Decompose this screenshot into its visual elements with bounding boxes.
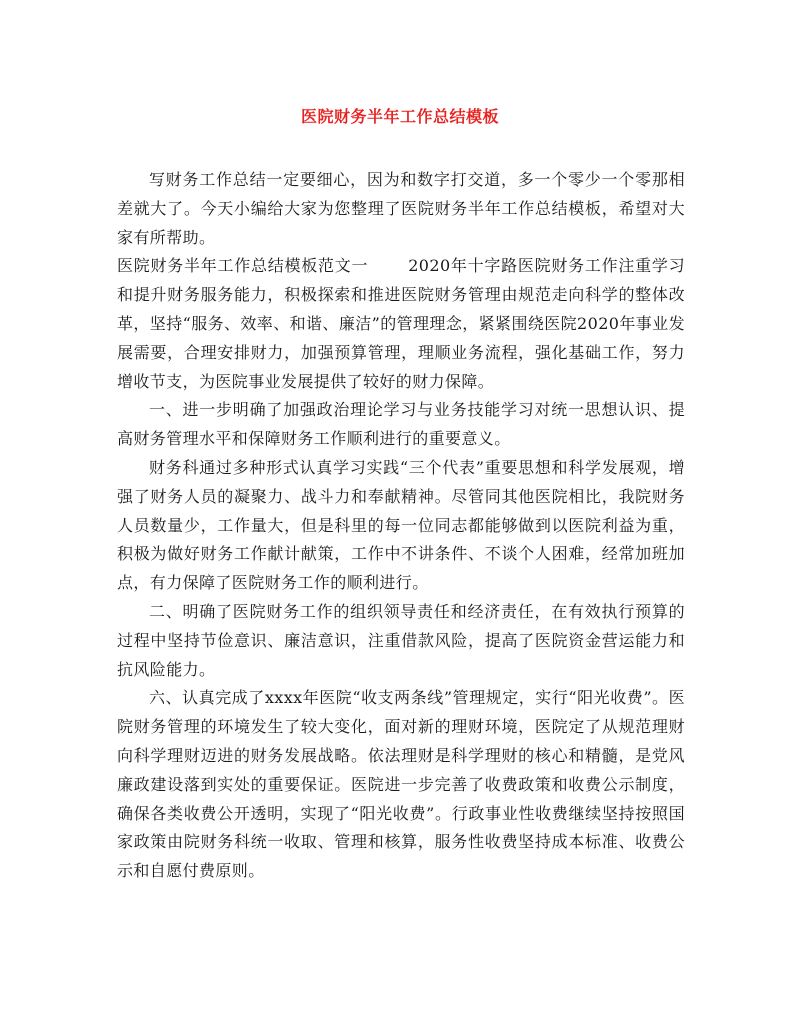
point-two-paragraph: 二、明确了医院财务工作的组织领导责任和经济责任，在有效执行预算的过程中坚持节俭意识、廉洁意识，注重借款风险，提高了医院资金营运能力和抗风险能力。 — [117, 601, 685, 679]
section-paragraph — [117, 252, 685, 396]
point-one-heading: 一、进一步明确了加强政治理论学习与业务技能学习对统一思想认识、提高财务管理水平和保障财务工作顺利进行的重要意义。 — [117, 400, 685, 449]
intro-paragraph: 写财务工作总结一定要细心，因为和数字打交道，多一个零少一个零那相差就大了。今天小编给大家为您整理了医院财务半年工作总结模板，希望对大家有所帮助。 — [117, 170, 685, 247]
section-heading: 医院财务半年工作总结模板范文一 — [117, 256, 369, 276]
document-title: 医院财务半年工作总结模板 — [300, 107, 499, 126]
point-six-paragraph: 六、认真完成了xxxx年医院“收支两条线”管理规定，实行“阳光收费”。医院财务管理的环境发生了较大变化，面对新的理财环境，医院定了从规范理财向科学理财迈进的财务发展战略。依法理财是科学理财的核心和精髓，是党风廉政建设落到实处的重要保证。医院进一步完善了收费政策和收费公示制度，确保各类收费公开透明，实现了“阳光收费”。行政事业性收费继续坚持按照国家政策由院财务科统一收取、管理和核算，服务性收费坚持成本标准、收费公示和自愿付费原则。 — [117, 688, 685, 881]
point-one-body: 财务科通过多种形式认真学习实践“三个代表”重要思想和科学发展观，增强了财务人员的凝聚力、战斗力和奉献精神。尽管同其他医院相比，我院财务人员数量少，工作量大，但是科里的每一位同志都能够做到以医院利益为重，积极为做好财务工作献计献策，工作中不讲条件、不谈个人困难，经常加班加点，有力保障了医院财务工作的顺利进行。 — [117, 457, 685, 593]
section-lead-text: 2020年十字路医院财务工作注重学习和提升财务服务能力，积极探索和推进医院财务管理由规范走向科学的整体改革，坚持“服务、效率、和谐、廉洁”的管理理念，紧紧围绕医院2020年事业发展需要，合理安排财力，加强预算管理，理顺业务流程，强化基础工作，努力增收节支，为医院事业发展提供了较好的财力保障。 — [117, 256, 685, 391]
document-body — [117, 166, 685, 886]
